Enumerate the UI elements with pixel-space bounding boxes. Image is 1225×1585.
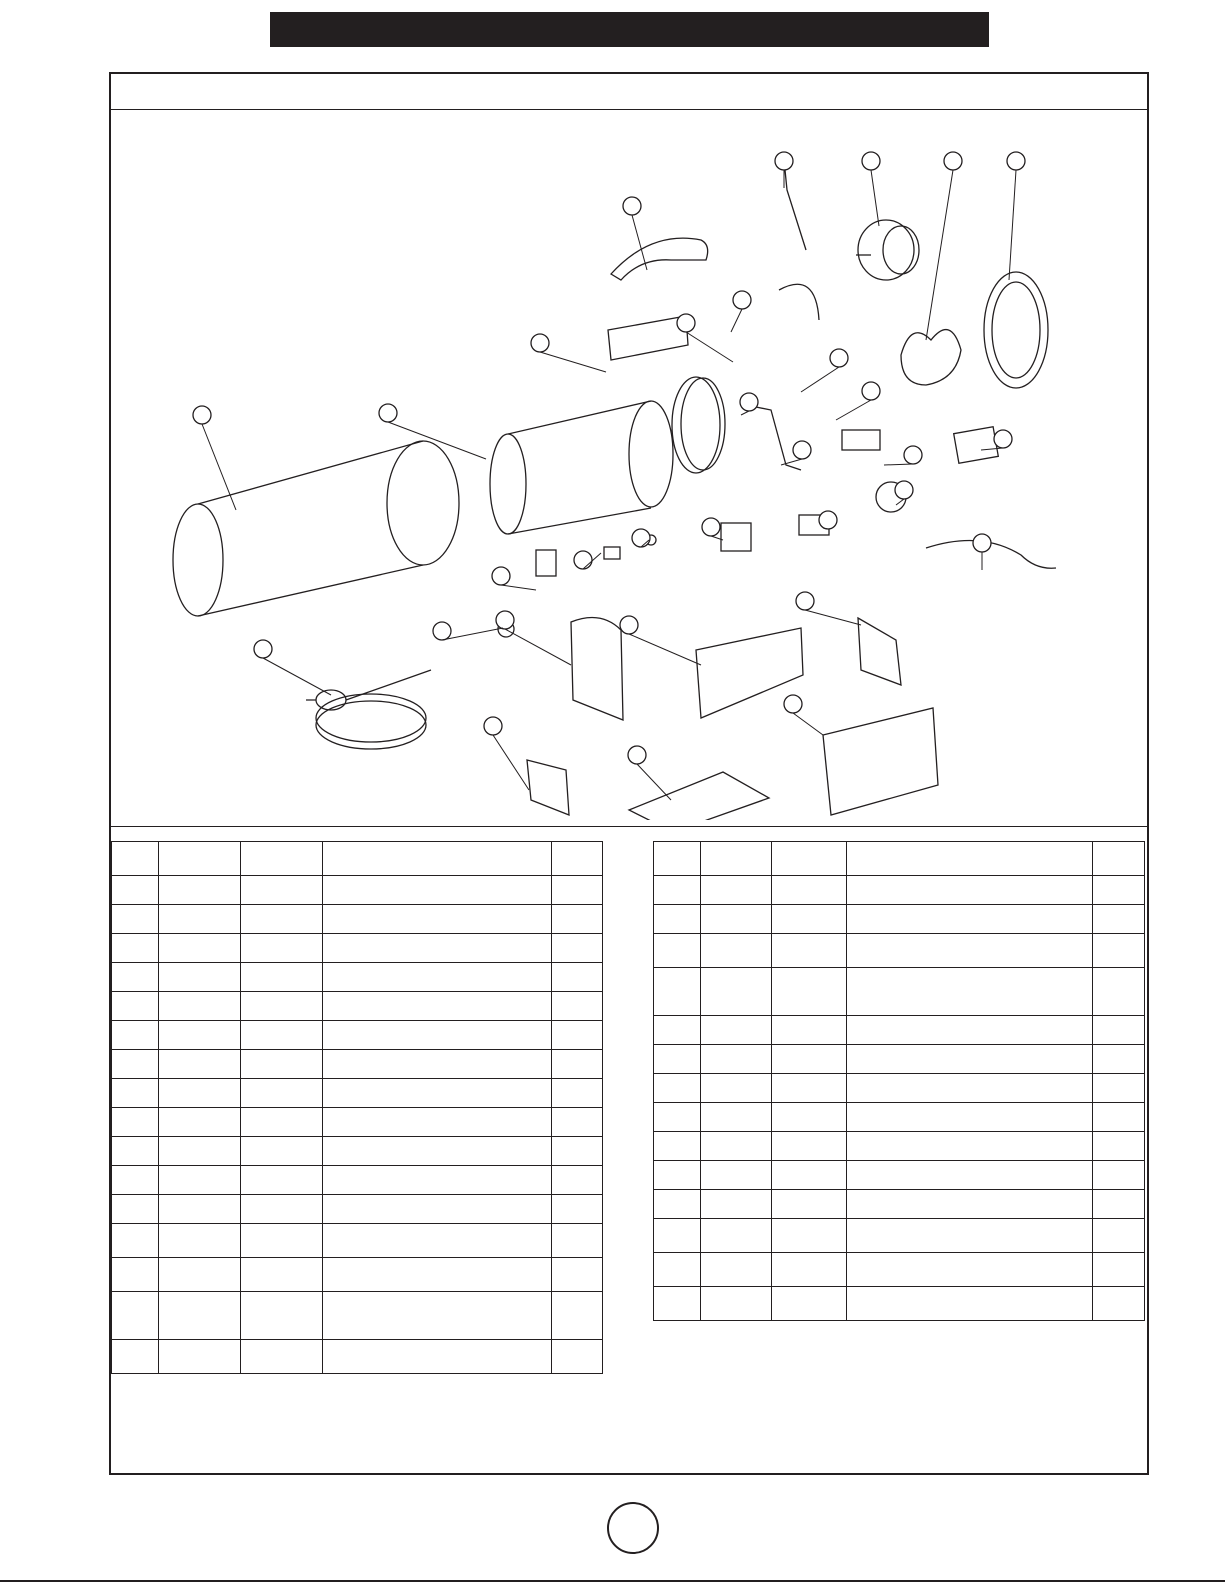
- table-row: [654, 968, 1145, 1016]
- callout-circle: [628, 746, 646, 764]
- table-row: [654, 1016, 1145, 1045]
- callout-circle: [254, 640, 272, 658]
- callout-circle: [944, 152, 962, 170]
- parts-table-left: [111, 841, 603, 1374]
- callout-circle: [994, 430, 1012, 448]
- fan-blade-part: [901, 330, 961, 385]
- callout-circle: [620, 616, 638, 634]
- header-bar: [270, 12, 989, 47]
- table-row: [112, 842, 603, 876]
- callout-circle: [775, 152, 793, 170]
- callout-circle: [702, 518, 720, 536]
- bottom-rule: [0, 1580, 1225, 1582]
- wire-harness-part: [784, 160, 806, 250]
- table-header-rule: [111, 826, 1147, 827]
- table-row: [654, 1287, 1145, 1321]
- control-board-part: [721, 523, 751, 551]
- inner-cylinder-part: [490, 401, 673, 534]
- table-row: [112, 876, 603, 905]
- igniter-lead-part: [779, 284, 819, 320]
- terminal-block-part: [842, 430, 880, 450]
- table-row: [654, 1132, 1145, 1161]
- table-row: [654, 1045, 1145, 1074]
- table-row: [112, 1021, 603, 1050]
- tray-part: [629, 772, 769, 820]
- callout-circle: [733, 291, 751, 309]
- table-row: [112, 1195, 603, 1224]
- table-row: [654, 1161, 1145, 1190]
- parts-table-right: [653, 841, 1145, 1321]
- table-row: [654, 1190, 1145, 1219]
- callout-circle: [433, 622, 451, 640]
- table-row: [112, 963, 603, 992]
- regulator-hose-part: [306, 670, 431, 749]
- callout-circle: [973, 534, 991, 552]
- callout-circle: [623, 197, 641, 215]
- callout-circle: [574, 551, 592, 569]
- table-row: [654, 1219, 1145, 1253]
- callout-circle: [632, 529, 650, 547]
- callout-circle: [379, 404, 397, 422]
- table-row: [112, 1050, 603, 1079]
- callout-circle: [904, 446, 922, 464]
- table-row: [112, 934, 603, 963]
- table-row: [112, 905, 603, 934]
- control-box-part: [954, 427, 999, 463]
- callout-circle: [793, 441, 811, 459]
- top-bracket-part: [608, 316, 688, 360]
- handle-part: [611, 238, 708, 280]
- table-row: [112, 992, 603, 1021]
- callout-circle: [862, 382, 880, 400]
- table-row: [654, 1253, 1145, 1287]
- table-row: [654, 905, 1145, 934]
- orifice-part: [604, 547, 620, 559]
- gas-tube-part: [756, 407, 801, 470]
- parts-frame: [109, 72, 1149, 1475]
- side-panel-part: [571, 618, 623, 721]
- table-row: [112, 1108, 603, 1137]
- outer-cylinder-part: [173, 441, 459, 616]
- table-row: [112, 1258, 603, 1292]
- callout-circle: [1007, 152, 1025, 170]
- callout-circle: [895, 481, 913, 499]
- callout-circle: [484, 717, 502, 735]
- callout-circle: [531, 334, 549, 352]
- table-row: [112, 1224, 603, 1258]
- callout-circle: [496, 611, 514, 629]
- table-row: [654, 934, 1145, 968]
- callout-circle: [784, 695, 802, 713]
- table-row: [112, 1137, 603, 1166]
- rear-bracket-part: [858, 618, 901, 685]
- callout-circle: [819, 511, 837, 529]
- callout-circle: [830, 349, 848, 367]
- burner-plate-part: [672, 377, 725, 473]
- callout-circle: [862, 152, 880, 170]
- callout-circle: [740, 393, 758, 411]
- table-row: [112, 1340, 603, 1374]
- table-row: [654, 1074, 1145, 1103]
- table-row: [112, 1079, 603, 1108]
- callout-circle: [677, 314, 695, 332]
- fan-guard-part: [984, 272, 1048, 388]
- table-row: [654, 1103, 1145, 1132]
- callout-circle: [193, 406, 211, 424]
- front-leg-part: [527, 760, 569, 815]
- table-row: [112, 1292, 603, 1340]
- callout-circle: [492, 567, 510, 585]
- table-row: [112, 1166, 603, 1195]
- relay-part: [536, 550, 556, 576]
- exploded-parts-diagram: [111, 110, 1147, 820]
- callout-circle: [796, 592, 814, 610]
- motor-part: [856, 220, 919, 280]
- title-strip: [111, 74, 1147, 110]
- mount-plate-part: [823, 708, 938, 815]
- table-row: [654, 842, 1145, 876]
- page-number-circle: [607, 1502, 659, 1554]
- table-row: [654, 876, 1145, 905]
